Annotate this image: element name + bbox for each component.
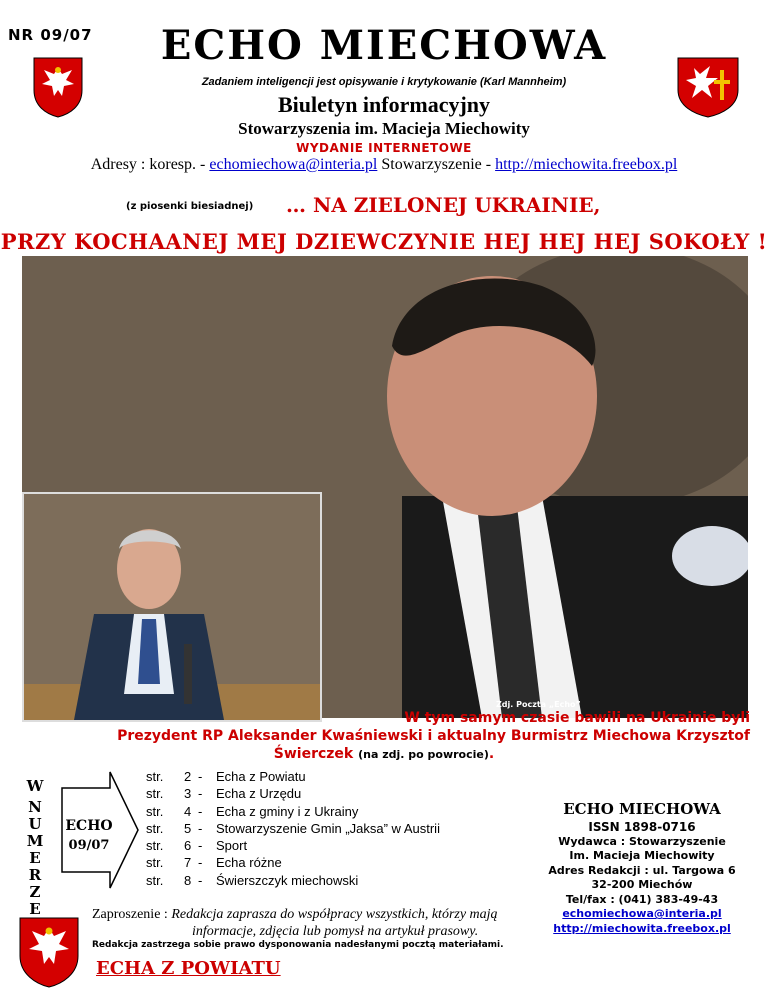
email-link[interactable]: echomiechowa@interia.pl	[209, 156, 378, 173]
address-prefix: Adresy : koresp. -	[90, 156, 206, 173]
invitation	[92, 906, 540, 940]
song-note: (z piosenki biesiadnej)	[126, 201, 254, 212]
table-of-contents	[146, 768, 440, 889]
caption-end: .	[488, 746, 495, 762]
infobox-email-link[interactable]: echomiechowa@interia.pl	[562, 907, 722, 920]
toc-item[interactable]: str. 4 - Echa z gminy i z Ukrainy	[146, 803, 359, 819]
masthead-motto: Zadaniem inteligencji jest opisywanie i krytykowanie (Karl Mannheim)	[201, 76, 567, 88]
infobox-website-link[interactable]: http://miechowita.freebox.pl	[553, 921, 731, 935]
photo-caption-line-2: Prezydent RP Aleksander Kwaśniewski i aktualny Burmistrz Miechowa Krzysztof	[117, 728, 750, 744]
invitation-text-2: informacje, zdjęcia lub pomysł na artykuł prasowy.	[192, 924, 479, 939]
disclaimer: Redakcja zastrzega sobie prawo dysponowania nadesłanymi pocztą materiałami.	[92, 940, 504, 950]
vertical-letter: Z	[29, 883, 41, 901]
vertical-letter: R	[28, 866, 42, 884]
infobox-phone: Tel/fax : (041) 383-49-43	[565, 892, 719, 906]
invitation-text: Redakcja zaprasza do współpracy wszystkich, którzy mają	[171, 907, 498, 922]
bulletin-label: Biuletyn informacyjny	[277, 92, 491, 117]
masthead-title: ECHO MIECHOWA	[160, 22, 608, 69]
vertical-letter: N	[28, 798, 42, 816]
issue-arrow	[60, 770, 140, 895]
edition-label: WYDANIE INTERNETOWE	[296, 141, 472, 155]
address-middle: Stowarzyszenie -	[381, 156, 492, 173]
vertical-letter: W	[26, 777, 44, 795]
headline-line-2: PRZY KOCHAANEJ MEJ DZIEWCZYNIE HEJ HEJ HEJ SOKOŁY !	[0, 229, 768, 254]
headline-line-1: … NA ZIELONEJ UKRAINIE,	[286, 193, 601, 217]
address-line	[0, 156, 768, 174]
vertical-letter: E	[29, 849, 41, 867]
infobox-issn: ISSN 1898-0716	[588, 820, 696, 834]
infobox-title: ECHO MIECHOWA	[563, 800, 721, 818]
bottom-coat-of-arms	[18, 916, 80, 988]
infobox-city: 32-200 Miechów	[591, 878, 693, 891]
invitation-label: Zaproszenie	[92, 907, 161, 922]
infobox-publisher: Wydawca : Stowarzyszenie	[558, 834, 726, 848]
toc-item[interactable]: str. 7 - Echa różne	[146, 855, 282, 871]
in-issue-vertical-label	[24, 778, 46, 918]
publication-info-box	[528, 798, 756, 936]
photo-caption-line-3	[0, 746, 768, 762]
toc-item[interactable]: str. 2 - Echa z Powiatu	[146, 769, 306, 784]
toc-item[interactable]: str. 6 - Sport	[146, 838, 248, 854]
photo-caption-line-1: W tym samym czasie bawili na Ukrainie byli	[404, 710, 750, 726]
infobox-address: Adres Redakcji : ul. Targowa 6	[548, 863, 736, 877]
website-link[interactable]: http://miechowita.freebox.pl	[495, 156, 678, 173]
caption-name: Świerczek	[273, 746, 354, 762]
vertical-letter: M	[26, 832, 44, 850]
vertical-letter: E	[29, 900, 41, 918]
toc-item[interactable]: str. 8 - Świerszczyk miechowski	[146, 872, 359, 888]
arrow-text-issue: 09/07	[68, 838, 110, 853]
section-title: ECHA Z POWIATU	[96, 958, 281, 979]
arrow-text-echo: ECHO	[65, 818, 113, 834]
toc-item[interactable]: str. 3 - Echa z Urzędu	[146, 786, 302, 802]
inset-photo	[22, 492, 322, 722]
vertical-letter: U	[28, 815, 42, 833]
photo-credit: Zdj. Poczta „Echo”	[496, 700, 581, 709]
infobox-publisher-2: Im. Macieja Miechowity	[569, 849, 715, 862]
issue-number: NR 09/07	[8, 26, 93, 44]
association-name: Stowarzyszenia im. Macieja Miechowity	[238, 119, 530, 138]
toc-item[interactable]: str. 5 - Stowarzyszenie Gmin „Jaksa” w Austrii	[146, 820, 440, 836]
invitation-separator: :	[160, 907, 172, 922]
caption-note: (na zdj. po powrocie)	[358, 748, 489, 761]
